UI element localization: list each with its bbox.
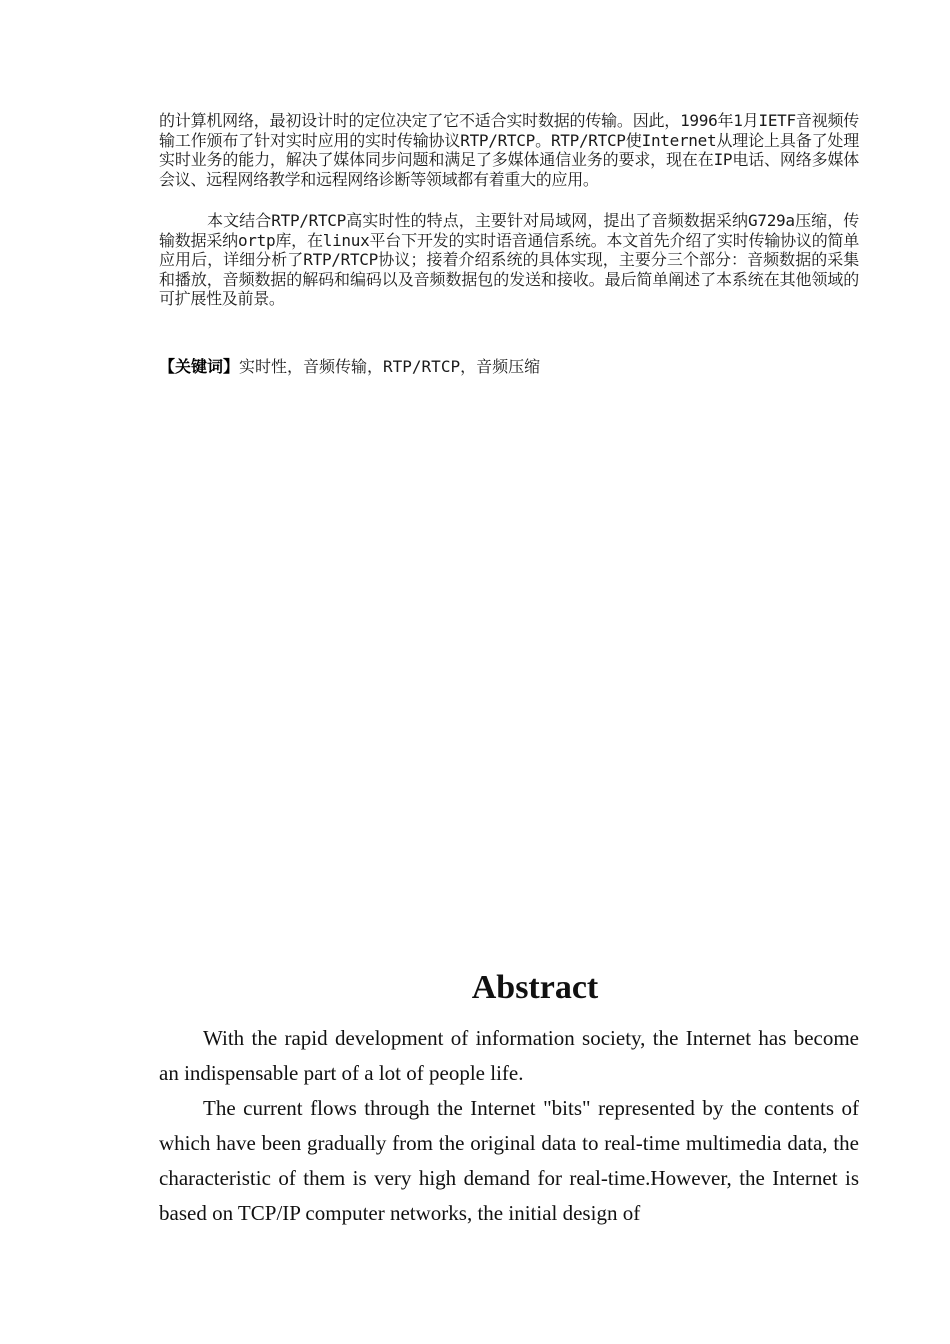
abstract-heading: Abstract (471, 969, 599, 1006)
keywords-label: 【关键词】 (159, 357, 240, 376)
english-abstract-paragraph-2: The current flows through the Internet "bits" represented by the contents of which have been gradually from the original data to real-time multimedia data, the characteristic of them is very high demand for real-time.However, the Internet is based on TCP/IP computer networks, the initial design of (159, 1096, 859, 1225)
english-abstract-paragraph-1: With the rapid development of information society, the Internet has become an indispensable part of a lot of people life. (159, 1026, 859, 1085)
chinese-abstract-paragraph-1: 的计算机网络，最初设计时的定位决定了它不适合实时数据的传输。因此，1996年1月IETF音视频传输工作颁布了针对实时应用的实时传输协议RTP/RTCP。RTP/RTCP使Internet从理论上具备了处理实时业务的能力，解决了媒体同步问题和满足了多媒体通信业务的要求，现在在IP电话、网络多媒体会议、远程网络教学和远程网络诊断等领域都有着重大的应用。 (159, 111, 859, 189)
keywords-text: 实时性，音频传输，RTP/RTCP，音频压缩 (239, 357, 541, 376)
chinese-abstract-paragraph-2: 本文结合RTP/RTCP高实时性的特点，主要针对局域网，提出了音频数据采纳G729a压缩，传输数据采纳ortp库，在linux平台下开发的实时语音通信系统。本文首先介绍了实时传输协议的简单应用后，详细分析了RTP/RTCP协议；接着介绍系统的具体实现，主要分三个部分：音频数据的采集和播放，音频数据的解码和编码以及音频数据包的发送和接收。最后简单阐述了本系统在其他领域的可扩展性及前景。 (159, 211, 859, 308)
keywords-line (159, 357, 859, 377)
